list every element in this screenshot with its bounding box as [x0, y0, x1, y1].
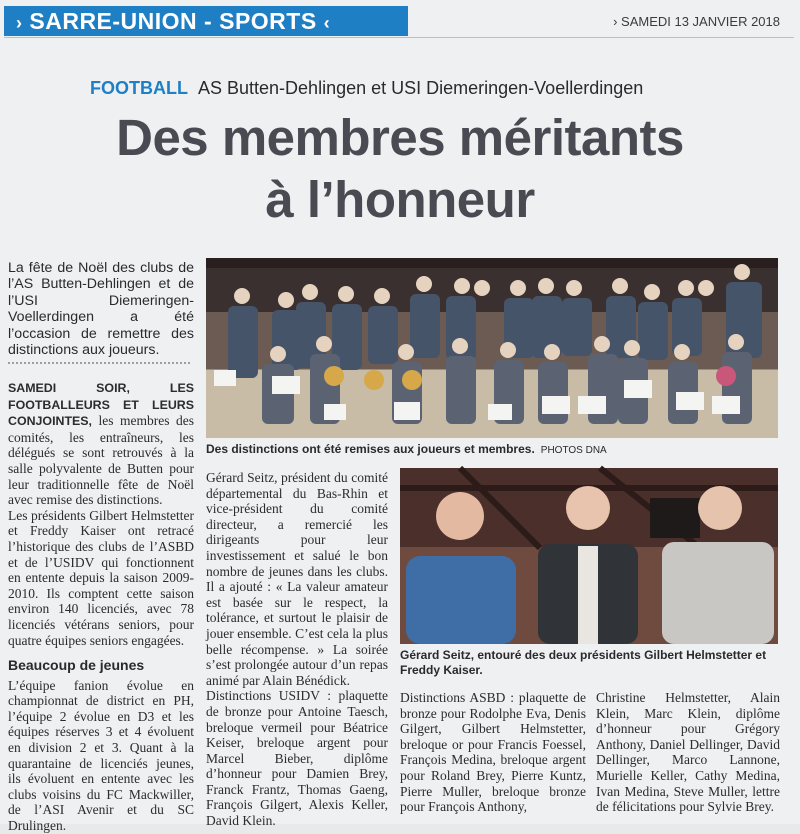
presidents-photo — [400, 468, 778, 644]
paragraph-text: les membres des comités, les entraîneurs, les délégués se sont retrouvés à la salle polyvalente de Butten pour leur traditionnelle fête de Noël avec remise des distinctions. — [8, 413, 195, 508]
group-photo-image — [206, 258, 778, 438]
photo-caption-2: Gérard Seitz, entouré des deux présidents Gilbert Helmstetter et Freddy Kaiser. — [400, 648, 767, 677]
photo-credit: PHOTOS DNA — [540, 445, 607, 456]
article-kicker — [90, 78, 643, 99]
column-4: Christine Helmstetter, Alain Klein, Marc Klein, diplôme d’honneur pour Grégory Anthony, Daniel Dellinger, David Dellinger, Marco Lannone, Murielle Keller, Cathy Medina, Ivan Medina, Steve Muller, lettre de félicitations pour Sylvie Brey. — [596, 690, 780, 815]
column-3: Distinctions ASBD : plaquette de bronze pour Rodolphe Eva, Denis Gilgert, Gilbert Helmstetter, breloque or pour Francis Foessel, François Medina, breloque argent pour Roland Brey, Pierre Kuntz, Pierre Muller, breloque bronze pour François Anthony, — [400, 690, 586, 815]
photo-caption — [206, 442, 778, 458]
chevron-right-icon: › — [613, 14, 618, 29]
paragraph: Gérard Seitz, président du comité départemental du Bas-Rhin et vice-président du comité directeur, a remercié les dirigeants pour leur investissement et salué le bon nombre de jeunes dans les clubs. Il a ajouté : « La valeur amateur est basée sur le respect, la tolérance, et surtout le plaisir de jouer ensemble. C’est cela la plus belle récompense. » La soirée s’est prolongée autour d’un repas animé par Alain Bénédick. — [206, 470, 388, 688]
chevron-left-icon: ‹ — [323, 13, 331, 33]
presidents-photo-image — [400, 468, 778, 644]
section-rubric — [4, 6, 408, 36]
column-2 — [206, 470, 388, 829]
paragraph: Distinctions USIDV : plaquette de bronze pour Antoine Taesch, breloque vermeil pour Béatrice Keiser, breloque argent pour Marcel Bieber, diplôme d’honneur pour Damien Brey, Franck Frantz, Thomas Gaeng, François Gilgert, Alexis Keller, David Klein. — [206, 688, 388, 829]
chevron-right-icon: › — [16, 13, 23, 33]
paragraph: Les présidents Gilbert Helmstetter et Freddy Kaiser ont retracé l’historique des clubs de l’ASBD et de l’USIDV qui fonctionnent en entente depuis la saison 2009-2010. Ils comptent cette saison environ 140 licenciés, avec 78 licenciés vétérans seniors, pour quatre équipes seniors engagées. — [8, 507, 194, 648]
group-photo — [206, 258, 778, 438]
lead-in: SAMEDI SOIR, LES FOOTBALLEURS ET LEURS CONJOINTES, — [8, 381, 194, 429]
article-lead: La fête de Noël des clubs de l’AS Butten-Dehlingen et de l’USI Diemeringen-Voellerdingen a été l’occasion de remettre des distinctions aux joueurs. — [8, 260, 194, 359]
paragraph — [8, 380, 194, 508]
paragraph: L’équipe fanion évolue en championnat de district en PH, l’équipe 2 évolue en D3 et les équipes réserves 3 et 4 évoluent en division 2 et 3. Quant à la quarantaine de licenciés jeunes, ils évoluent en entente avec les clubs voisins du FC Mackwiller, de l’ASI Avenir et du SC Drulingen. — [8, 677, 194, 834]
headline-line-1: Des membres méritants — [116, 109, 684, 166]
issue-date-text: SAMEDI 13 JANVIER 2018 — [621, 14, 780, 29]
headline-line-2: à l’honneur — [265, 171, 535, 228]
kicker-text: AS Butten-Dehlingen et USI Diemeringen-Voellerdingen — [198, 78, 644, 98]
sport-label: FOOTBALL — [90, 78, 188, 98]
caption-text: Des distinctions ont été remises aux joueurs et membres. — [206, 442, 535, 456]
dotted-divider — [8, 362, 190, 364]
rubric-label: SARRE-UNION - SPORTS — [29, 8, 317, 34]
column-1 — [8, 380, 194, 834]
subheading: Beaucoup de jeunes — [8, 657, 145, 674]
header-rule — [4, 37, 794, 38]
issue-date — [613, 14, 780, 29]
